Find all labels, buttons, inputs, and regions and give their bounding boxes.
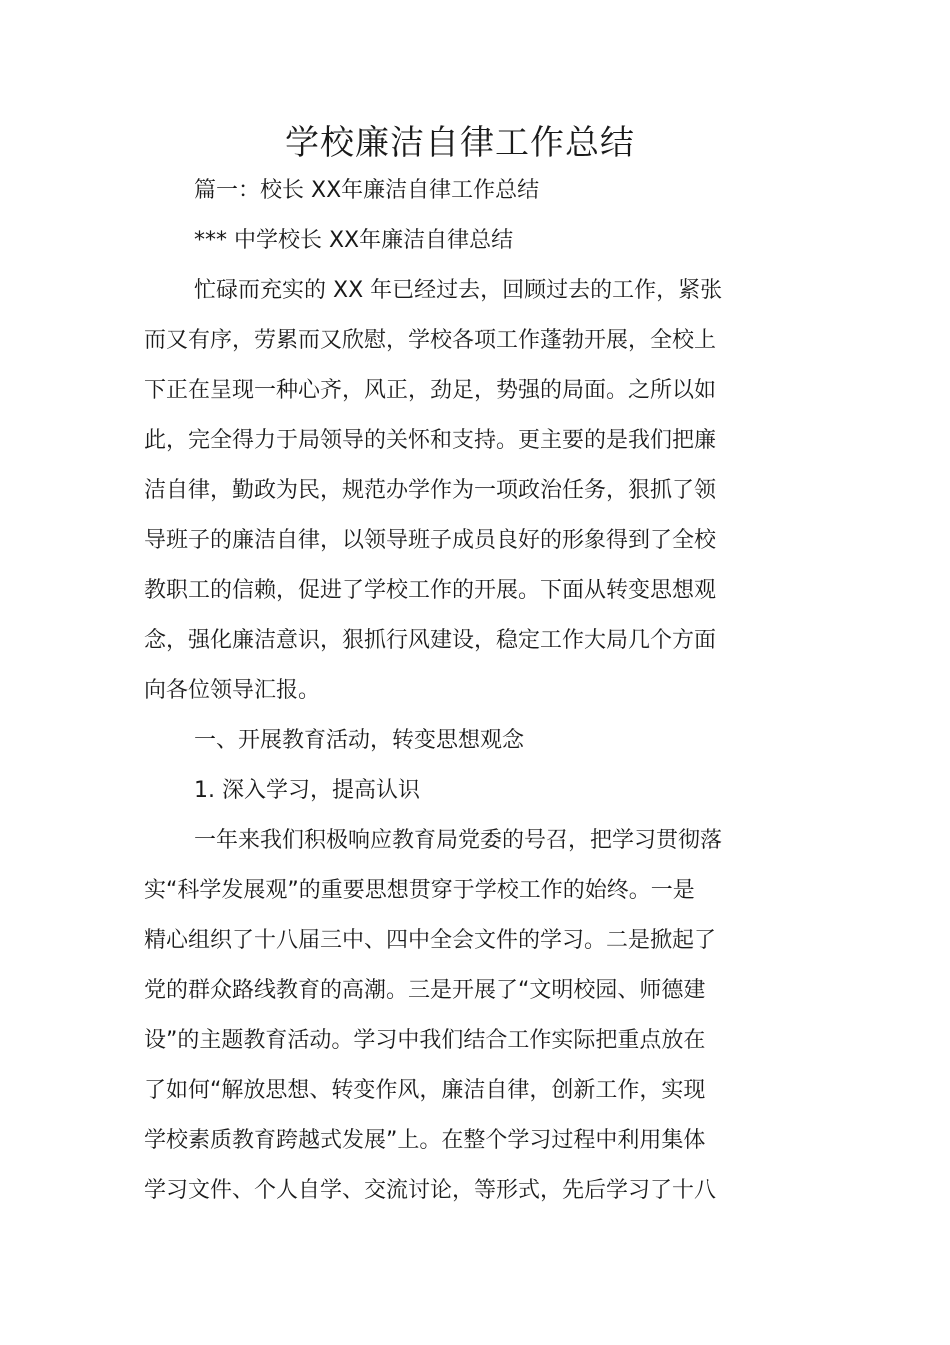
paragraph-line: 而又有序，劳累而又欣慰，学校各项工作蓬勃开展，全校上 (144, 328, 717, 353)
paragraph-line: 精心组织了十八届三中、四中全会文件的学习。二是掀起了 (144, 928, 717, 953)
section-heading: 一、开展教育活动，转变思想观念 (194, 728, 525, 753)
paragraph-line: 教职工的信赖，促进了学校工作的开展。下面从转变思想观 (144, 578, 717, 603)
paragraph-line: 一年来我们积极响应教育局党委的号召，把学习贯彻落 (194, 828, 723, 853)
document-title: 学校廉洁自律工作总结 (285, 123, 635, 163)
paragraph-line: 设”的主题教育活动。学习中我们结合工作实际把重点放在 (144, 1028, 706, 1053)
author-line: *** 中学校长 XX年廉洁自律总结 (194, 228, 514, 253)
paragraph-line: 此，完全得力于局领导的关怀和支持。更主要的是我们把廉 (144, 428, 717, 453)
paragraph-line: 实“科学发展观”的重要思想贯穿于学校工作的始终。一是 (144, 878, 695, 903)
paragraph-line: 了如何“解放思想、转变作风，廉洁自律，创新工作，实现 (144, 1078, 706, 1103)
subsection-heading: 1. 深入学习，提高认识 (194, 778, 420, 803)
paragraph-line: 向各位领导汇报。 (144, 678, 321, 703)
paragraph-line: 念，强化廉洁意识，狠抓行风建设，稳定工作大局几个方面 (144, 628, 717, 653)
paragraph-line: 学习文件、个人自学、交流讨论，等形式，先后学习了十八 (144, 1178, 717, 1203)
paragraph-line: 下正在呈现一种心齐，风正，劲足，势强的局面。之所以如 (144, 378, 717, 403)
paragraph-line: 学校素质教育跨越式发展”上。在整个学习过程中利用集体 (144, 1128, 706, 1153)
paragraph-line: 党的群众路线教育的高潮。三是开展了“文明校园、师德建 (144, 978, 706, 1003)
paragraph-line: 洁自律，勤政为民，规范办学作为一项政治任务，狠抓了领 (144, 478, 717, 503)
paragraph-line: 忙碌而充实的 XX 年已经过去，回顾过去的工作，紧张 (194, 278, 723, 303)
paragraph-line: 导班子的廉洁自律，以领导班子成员良好的形象得到了全校 (144, 528, 717, 553)
subtitle-line: 篇一：校长 XX年廉洁自律工作总结 (194, 178, 540, 203)
